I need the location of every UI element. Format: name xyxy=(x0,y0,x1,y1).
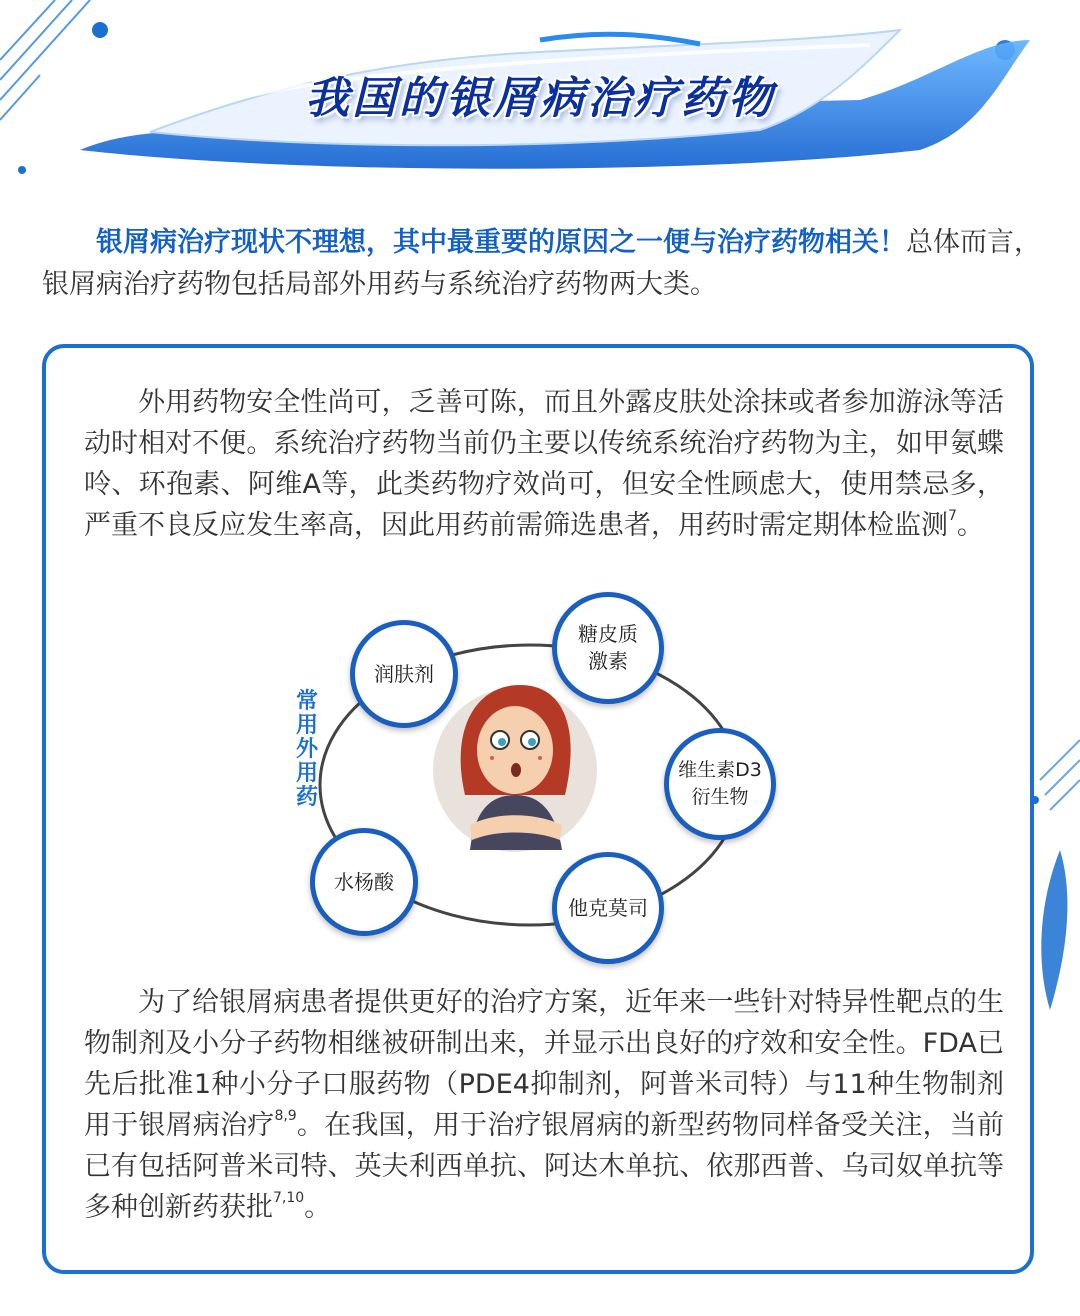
bubble-corticosteroid xyxy=(552,592,664,704)
intro-rest: 总体而言，银屑病治疗药物包括局部外用药与系统治疗药物两大类。 xyxy=(42,227,1041,300)
bubble-salicylic-acid-label: 水杨酸 xyxy=(334,869,394,894)
bubble-vitamin-d3-line2: 衍生物 xyxy=(691,786,749,808)
diagram-label xyxy=(292,690,322,810)
intro-lead: 银屑病治疗现状不理想，其中最重要的原因之一便与治疗药物相关！ xyxy=(96,227,906,258)
bubble-corticosteroid-line1: 糖皮质 xyxy=(578,622,638,646)
bubble-vitamin-d3 xyxy=(664,728,776,840)
paragraph1-text: 外用药物安全性尚可，乏善可陈，而且外露皮肤处涂抹或者参加游泳等活动时相对不便。系统治疗药物当前仍主要以传统系统治疗药物为主，如甲氨蝶呤、环孢素、阿维A等，此类药物疗效尚可，但安全性顾虑大，使用禁忌多，严重不良反应发生率高，因此用药前需筛选患者，用药时需定期体检监测 xyxy=(84,387,1004,541)
bubble-emollient-label: 润肤剂 xyxy=(374,661,434,686)
paragraph2-text1: 为了给银屑病患者提供更好的治疗方案，近年来一些针对特异性靶点的生物制剂及小分子药物相继被研制出来，并显示出良好的疗效和安全性。FDA已先后批准1种小分子口服药物（PDE4抑制剂，阿普米司特）与11种生物制剂用于银屑病治疗 xyxy=(84,987,1004,1141)
page-title: 我国的银屑病治疗药物 xyxy=(305,73,775,124)
paragraph2-text2: 。在我国，用于治疗银屑病的新型药物同样备受关注，当前已有包括阿普米司特、英夫利西单抗、阿达木单抗、依那西普、乌司奴单抗等多种创新药获批 xyxy=(84,1110,1005,1223)
paragraph-topical-systemic xyxy=(84,382,1004,546)
worried-woman-illustration xyxy=(433,685,597,852)
intro-paragraph xyxy=(42,222,1042,306)
paragraph1-ref: 7 xyxy=(948,508,957,524)
paragraph1-end: 。 xyxy=(956,510,984,541)
topical-drugs-diagram xyxy=(280,590,800,970)
bubble-vitamin-d3-line1: 维生素D3 xyxy=(678,759,762,781)
paragraph-new-drugs xyxy=(84,982,1004,1228)
bubble-emollient xyxy=(350,620,458,728)
bubble-tacrolimus-label: 他克莫司 xyxy=(568,895,648,920)
diagram-label-text: 常用外用药 xyxy=(295,689,318,810)
bubble-tacrolimus xyxy=(552,852,664,964)
bubble-salicylic-acid xyxy=(310,828,418,936)
paragraph2-ref2: 7,10 xyxy=(273,1190,305,1206)
paragraph2-end: 。 xyxy=(304,1192,332,1223)
paragraph2-ref1: 8,9 xyxy=(274,1108,297,1124)
bubble-corticosteroid-line2: 激素 xyxy=(588,649,628,673)
